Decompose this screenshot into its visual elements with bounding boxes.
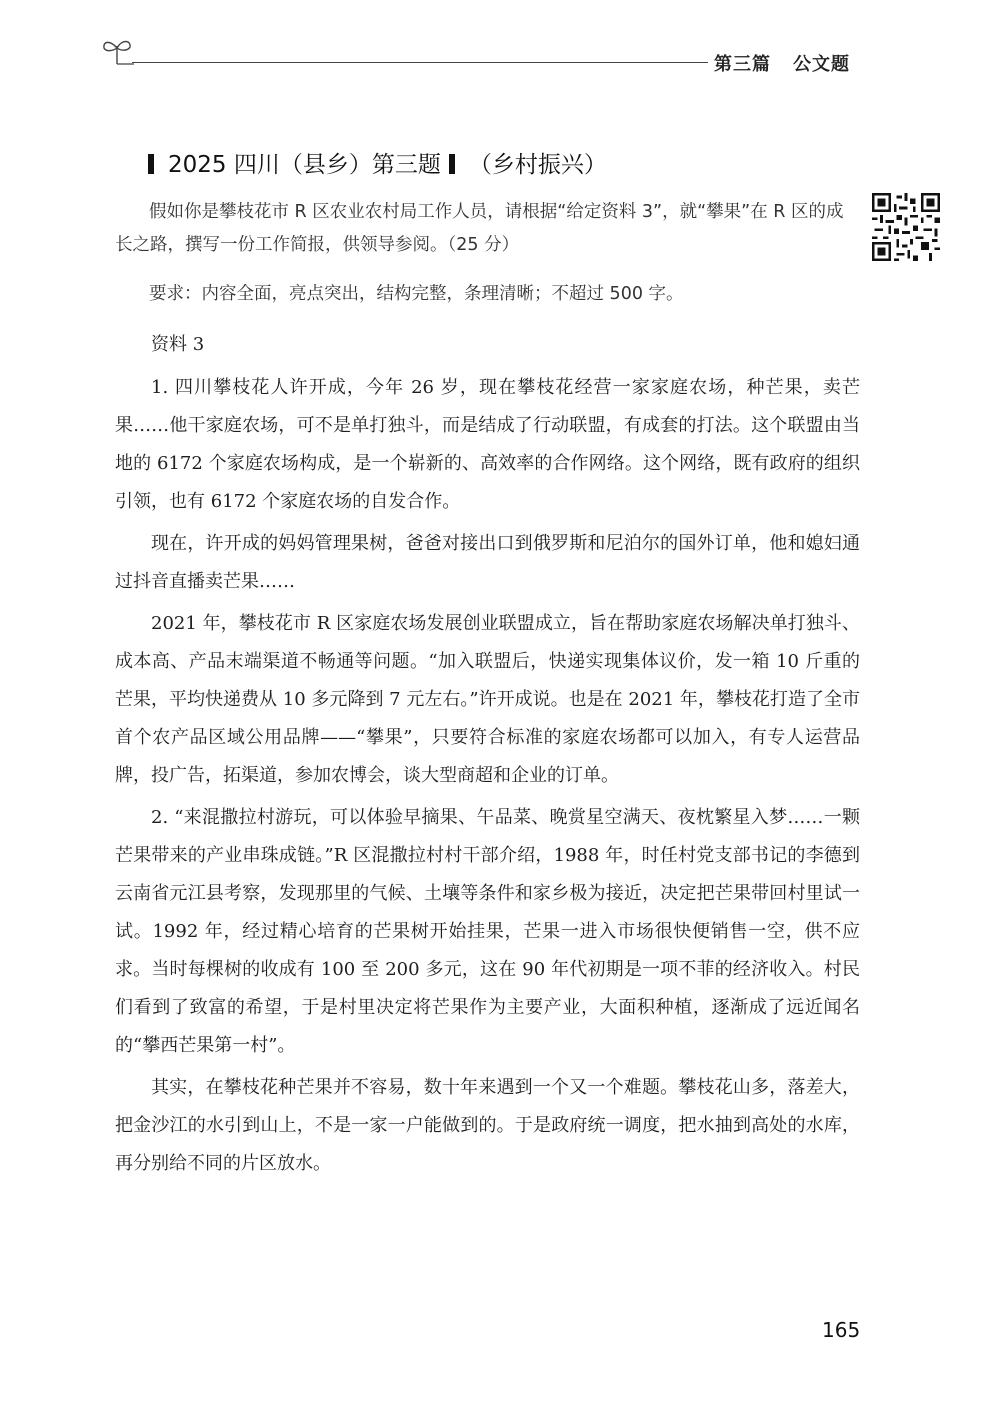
material-paragraph: 2. “来混撒拉村游玩，可以体验早摘果、午品菜、晚赏星空满天、夜枕繁星入梦……一颗芒果带来的产业串珠成链。”R 区混撒拉村村干部介绍，1988 年，时任村党支部书记的李德到云南省元江县考察，发现那里的气候、土壤等条件和家乡极为接近，决定把芒果带回村里试一试。1992 年，经过精心培育的芒果树开始挂果，芒果一进入市场很快便销售一空，供不应求。当时每棵树的收成有 100 至 200 多元，这在 90 年代初期是一项不菲的经济收入。村民们看到了致富的希望，于是村里决定将芒果作为主要产业，大面积种植，逐渐成了远近闻名的“攀西芒果第一村”。 — [115, 807, 860, 1056]
material-paragraph: 2021 年，攀枝花市 R 区家庭农场发展创业联盟成立，旨在帮助家庭农场解决单打独斗、成本高、产品末端渠道不畅通等问题。“加入联盟后，快递实现集体议价，发一箱 10 斤重的芒果，平均快递费从 10 多元降到 7 元左右。”许开成说。也是在 2021 年，攀枝花打造了全市首个农产品区域公用品牌——“攀果”，只要符合标准的家庭农场都可以加入，有专人运营品牌，投广告，拓渠道，参加农博会，谈大型商超和企业的订单。 — [115, 613, 860, 786]
material-label: 资料 3 — [151, 334, 205, 355]
material-paragraph: 现在，许开成的妈妈管理果树，爸爸对接出口到俄罗斯和尼泊尔的国外订单，他和媳妇通过抖音直播卖芒果…… — [115, 533, 860, 592]
title-bar-left — [148, 154, 154, 174]
question-requirements: 要求：内容全面，亮点突出，结构完整，条理清晰；不超过 500 字。 — [149, 284, 684, 304]
question-title-tag: （乡村振兴） — [468, 152, 607, 178]
material-section — [115, 326, 860, 1183]
qr-code-icon — [872, 193, 940, 261]
material-paragraph: 1. 四川攀枝花人许开成，今年 26 岁，现在攀枝花经营一家家庭农场，种芒果，卖芒果……他干家庭农场，可不是单打独斗，而是结成了行动联盟，有成套的打法。这个联盟由当地的 6172 个家庭农场构成，是一个崭新的、高效率的合作网络。这个网络，既有政府的组织引领，也有 6172 个家庭农场的自发合作。 — [115, 377, 860, 512]
question-prompt: 假如你是攀枝花市 R 区农业农村局工作人员，请根据“给定资料 3”，就“攀果”在 R 区的成长之路，撰写一份工作简报，供领导参阅。（25 分） — [115, 202, 844, 255]
sprout-icon — [100, 36, 134, 66]
page-number: 165 — [822, 1318, 861, 1342]
question-title — [148, 146, 607, 179]
page-header — [100, 30, 860, 80]
title-bar-right — [449, 154, 455, 174]
header-title — [708, 50, 850, 76]
header-rule — [132, 62, 800, 63]
material-paragraph: 其实，在攀枝花种芒果并不容易，数十年来遇到一个又一个难题。攀枝花山多，落差大，把金沙江的水引到山上，不是一家一户能做到的。于是政府统一调度，把水抽到高处的水库，再分别给不同的片区放水。 — [115, 1077, 860, 1174]
header-section: 公文题 — [793, 54, 850, 75]
question-prompt-block — [115, 196, 860, 262]
header-part: 第三篇 — [714, 54, 771, 75]
question-title-main: 2025 四川（县乡）第三题 — [168, 152, 441, 178]
question-requirements-block — [115, 278, 860, 311]
